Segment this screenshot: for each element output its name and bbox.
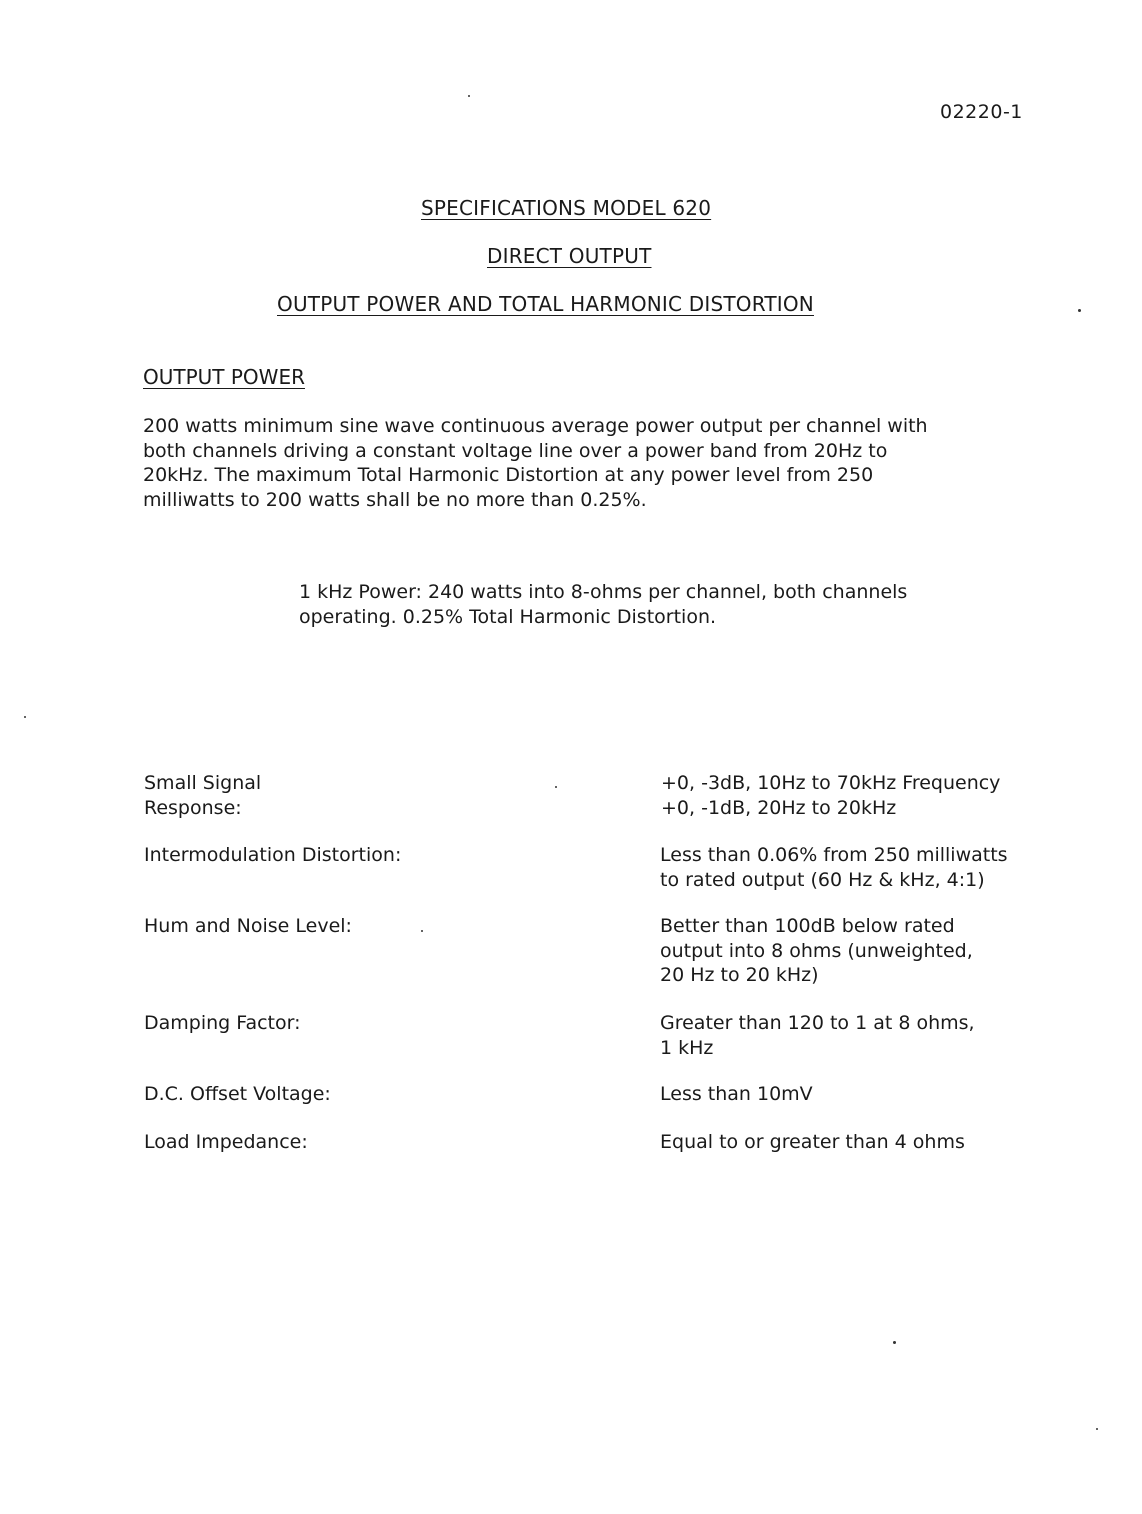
spec-value-line: Less than 0.06% from 250 milliwatts xyxy=(660,844,1008,866)
document-number: 02220-1 xyxy=(940,101,1023,123)
output-power-thd-heading: OUTPUT POWER AND TOTAL HARMONIC DISTORTION xyxy=(277,292,814,316)
spec-value-line: Equal to or greater than 4 ohms xyxy=(660,1131,965,1153)
paragraph-line: 200 watts minimum sine wave continuous average power output per channel with xyxy=(143,415,928,437)
khz-power-note xyxy=(299,580,999,629)
scan-speck xyxy=(1078,309,1081,312)
spec-label-line: Small Signal xyxy=(144,772,262,794)
specifications-title: SPECIFICATIONS MODEL 620 xyxy=(421,196,712,220)
output-power-paragraph xyxy=(143,414,1003,512)
spec-label-line: Load Impedance: xyxy=(144,1131,308,1153)
spec-value-line: 20 Hz to 20 kHz) xyxy=(660,964,819,986)
spec-label-damping-factor xyxy=(144,1011,564,1036)
spec-label-line: Response: xyxy=(144,796,242,819)
paragraph-line: milliwatts to 200 watts shall be no more than 0.25%. xyxy=(143,488,647,511)
spec-label-small-signal-response xyxy=(144,771,564,820)
spec-value-line: +0, -3dB, 10Hz to 70kHz Frequency xyxy=(661,772,1001,794)
scan-speck xyxy=(893,1341,896,1344)
scan-speck xyxy=(421,930,423,932)
spec-label-hum-noise-level xyxy=(144,914,564,939)
spec-label-dc-offset-voltage xyxy=(144,1082,564,1107)
output-power-title: OUTPUT POWER xyxy=(143,365,305,389)
spec-label-load-impedance xyxy=(144,1130,564,1155)
note-line: operating. 0.25% Total Harmonic Distortion. xyxy=(299,605,717,628)
spec-label-line: D.C. Offset Voltage: xyxy=(144,1083,331,1105)
scan-speck xyxy=(24,716,26,718)
spec-value-line: Less than 10mV xyxy=(660,1083,813,1105)
paragraph-line: 20kHz. The maximum Total Harmonic Distortion at any power level from 250 xyxy=(143,464,874,486)
spec-value-dc-offset-voltage xyxy=(660,1082,1100,1107)
spec-label-line: Intermodulation Distortion: xyxy=(144,844,402,866)
spec-value-small-signal-response xyxy=(661,771,1101,820)
spec-value-line: Greater than 120 to 1 at 8 ohms, xyxy=(660,1012,975,1034)
spec-value-load-impedance xyxy=(660,1130,1100,1155)
direct-output-heading: DIRECT OUTPUT xyxy=(487,244,652,268)
scan-speck xyxy=(555,786,557,788)
spec-label-intermodulation-distortion xyxy=(144,843,564,868)
spec-value-intermodulation-distortion xyxy=(660,843,1100,892)
spec-label-line: Hum and Noise Level: xyxy=(144,915,352,937)
spec-value-line: to rated output (60 Hz & kHz, 4:1) xyxy=(660,868,985,891)
scan-speck xyxy=(1096,1428,1098,1430)
spec-value-line: output into 8 ohms (unweighted, xyxy=(660,939,973,962)
spec-value-hum-noise-level xyxy=(660,914,1100,988)
spec-label-line: Damping Factor: xyxy=(144,1012,301,1034)
spec-value-line: +0, -1dB, 20Hz to 20kHz xyxy=(661,796,897,819)
scan-speck xyxy=(468,95,470,97)
paragraph-line: both channels driving a constant voltage line over a power band from 20Hz to xyxy=(143,439,888,462)
spec-value-line: 1 kHz xyxy=(660,1036,714,1059)
spec-value-damping-factor xyxy=(660,1011,1100,1060)
note-line: 1 kHz Power: 240 watts into 8-ohms per channel, both channels xyxy=(299,581,908,603)
spec-value-line: Better than 100dB below rated xyxy=(660,915,955,937)
